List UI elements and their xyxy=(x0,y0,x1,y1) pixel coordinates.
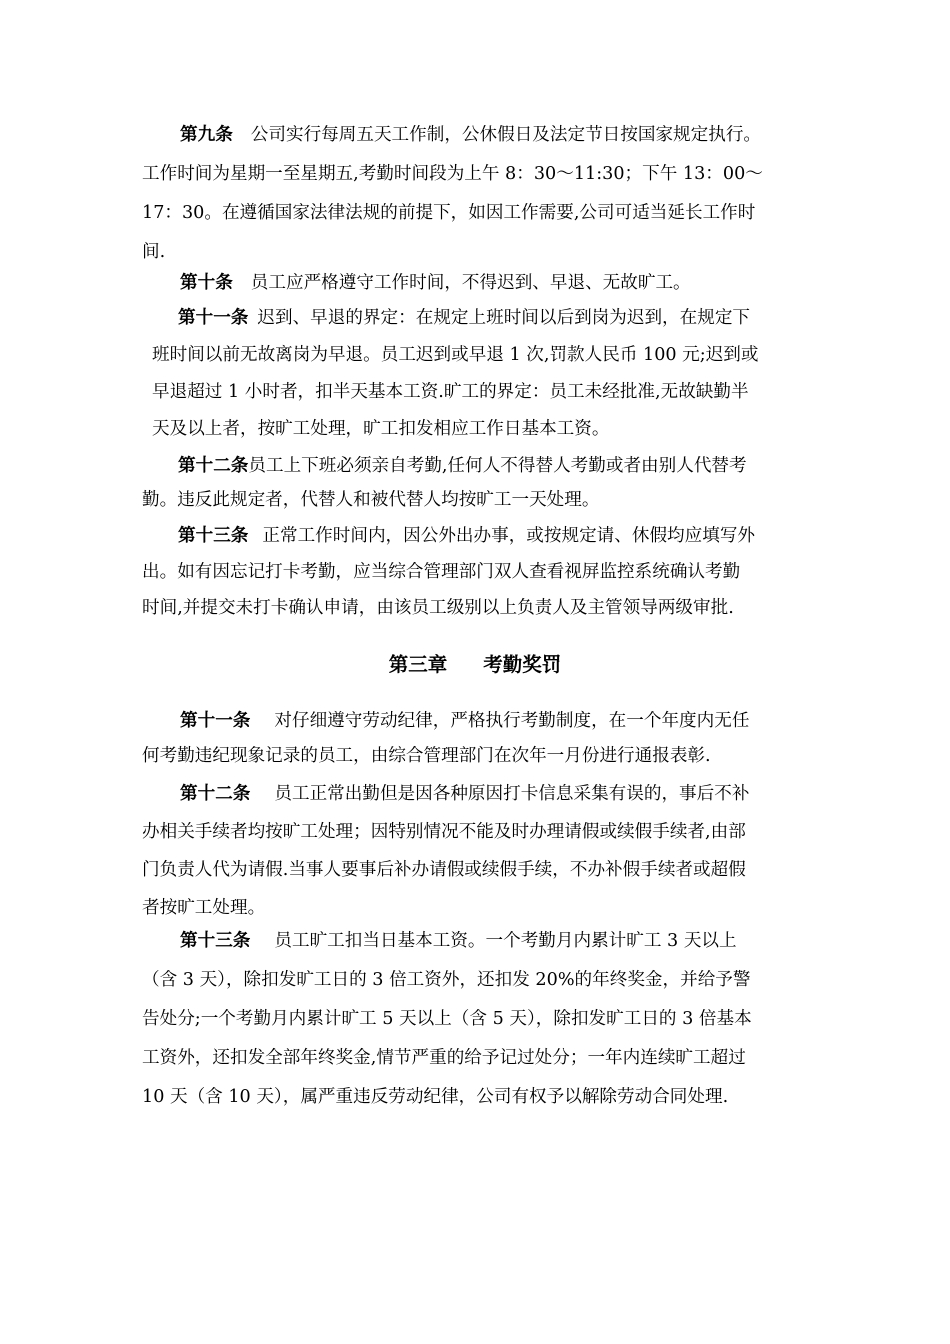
ch3-article-11-label: 第十一条 xyxy=(180,710,251,731)
ch3-article-12-line-2: 办相关手续者均按旷工处理；因特别情况不能及时办理请假或续假手续者,由部 xyxy=(142,822,746,842)
article-12-label: 第十二条 xyxy=(178,455,249,476)
article-11-label: 第十一条 xyxy=(178,307,249,328)
ch3-article-11-line-2: 何考勤违纪现象记录的员工，由综合管理部门在次年一月份进行通报表彰. xyxy=(142,746,711,766)
article-10-line-1: 第十条 员工应严格遵守工作时间，不得迟到、早退、无故旷工。 xyxy=(180,272,691,293)
ch3-article-11-line-1: 第十一条 对仔细遵守劳动纪律，严格执行考勤制度，在一个年度内无任 xyxy=(180,710,750,731)
article-9-line-3: 17：30。在遵循国家法律法规的前提下，如因工作需要,公司可适当延长工作时 xyxy=(142,203,756,223)
ch3-article-13-line-5: 10 天（含 10 天），属严重违反劳动纪律，公司有权予以解除劳动合同处理. xyxy=(142,1087,729,1107)
article-9-line-4: 间. xyxy=(142,242,166,262)
ch3-article-12-label: 第十二条 xyxy=(180,783,251,804)
article-11-line-1: 第十一条 迟到、早退的界定：在规定上班时间以后到岗为迟到，在规定下 xyxy=(178,307,751,328)
chapter-title: 考勤奖罚 xyxy=(483,653,562,676)
article-9-line-1: 第九条 公司实行每周五天工作制，公休假日及法定节日按国家规定执行。 xyxy=(180,124,762,145)
article-11-line-2: 班时间以前无故离岗为早退。员工迟到或早退 1 次,罚款人民币 100 元;迟到或 xyxy=(152,345,759,365)
article-12-line-2: 勤。违反此规定者，代替人和被代替人均按旷工一天处理。 xyxy=(142,490,600,510)
ch3-article-13-line-4: 工资外，还扣发全部年终奖金,情节严重的给予记过处分；一年内连续旷工超过 xyxy=(142,1048,746,1068)
article-13-line-3: 时间,并提交未打卡确认申请，由该员工级别以上负责人及主管领导两级审批. xyxy=(142,598,734,618)
chapter-heading xyxy=(0,652,950,678)
ch3-article-12-line-4: 者按旷工处理。 xyxy=(142,898,266,918)
article-13-line-1: 第十三条 正常工作时间内，因公外出办事，或按规定请、休假均应填写外 xyxy=(178,525,756,546)
ch3-article-13-line-1: 第十三条 员工旷工扣当日基本工资。一个考勤月内累计旷工 3 天以上 xyxy=(180,930,737,951)
article-12-line-1: 第十二条员工上下班必须亲自考勤,任何人不得替人考勤或者由别人代替考 xyxy=(178,455,747,476)
ch3-article-12-line-1: 第十二条 员工正常出勤但是因各种原因打卡信息采集有误的，事后不补 xyxy=(180,783,750,804)
article-9-line-2: 工作时间为星期一至星期五,考勤时间段为上午 8：30～11:30；下午 13：00～ xyxy=(142,164,763,184)
article-11-line-3: 早退超过 1 小时者，扣半天基本工资.旷工的界定：员工未经批准,无故缺勤半 xyxy=(152,382,749,402)
ch3-article-13-line-2: （含 3 天），除扣发旷工日的 3 倍工资外，还扣发 20%的年终奖金，并给予警 xyxy=(142,970,751,990)
article-11-line-4: 天及以上者，按旷工处理，旷工扣发相应工作日基本工资。 xyxy=(152,419,610,439)
article-13-line-2: 出。如有因忘记打卡考勤，应当综合管理部门双人查看视屏监控系统确认考勤 xyxy=(142,562,741,582)
chapter-number: 第三章 xyxy=(388,653,448,676)
ch3-article-12-line-3: 门负责人代为请假.当事人要事后补办请假或续假手续，不办补假手续者或超假 xyxy=(142,860,746,880)
article-10-label: 第十条 xyxy=(180,272,233,293)
article-9-label: 第九条 xyxy=(180,124,233,145)
ch3-article-13-label: 第十三条 xyxy=(180,930,251,951)
article-13-label: 第十三条 xyxy=(178,525,249,546)
ch3-article-13-line-3: 告处分;一个考勤月内累计旷工 5 天以上（含 5 天），除扣发旷工日的 3 倍基本 xyxy=(142,1009,752,1029)
